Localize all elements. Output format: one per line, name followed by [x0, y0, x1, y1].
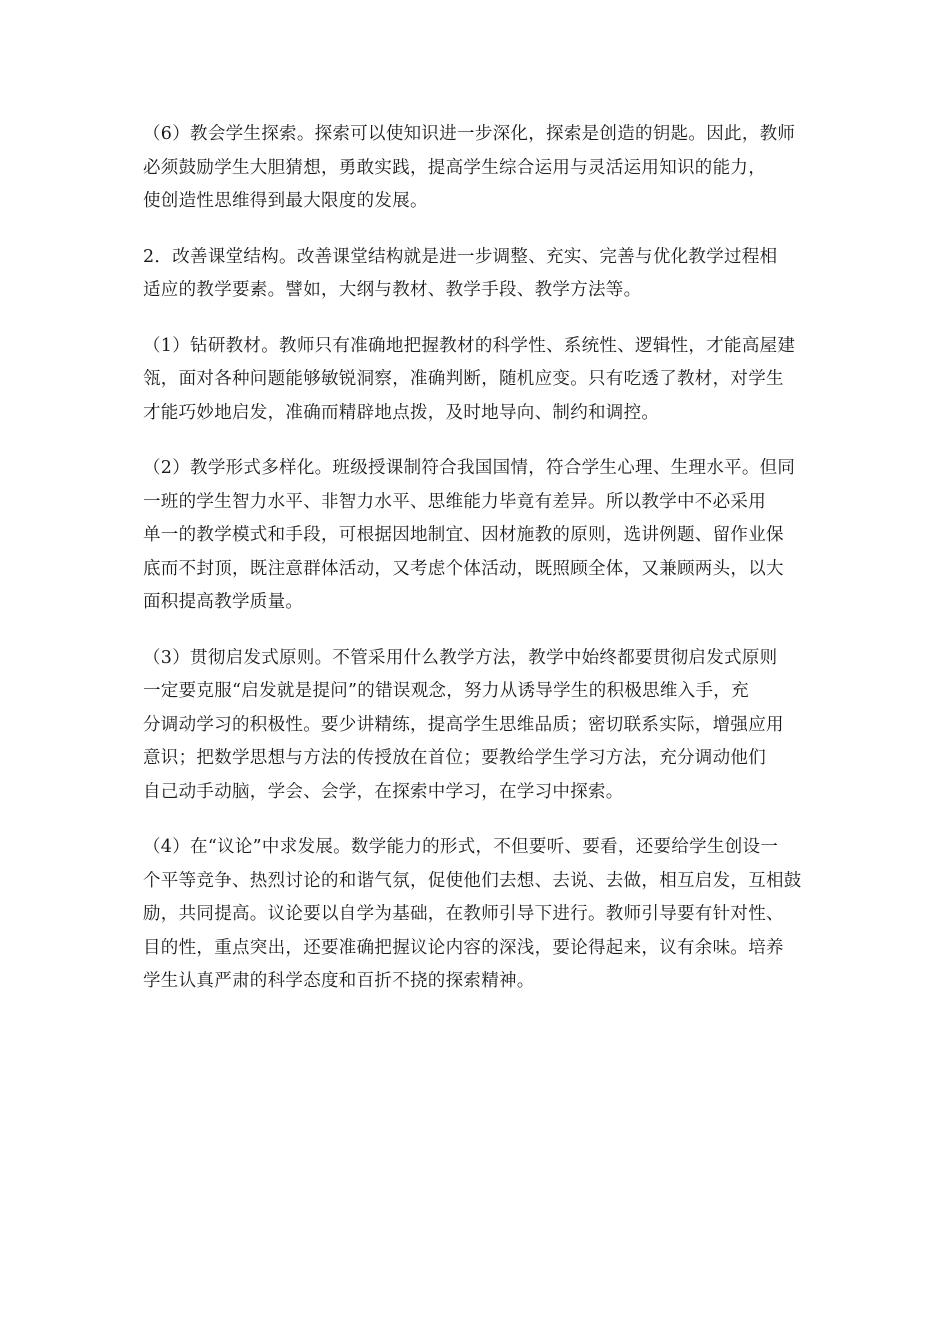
text-line: 面积提高教学质量。 [143, 592, 304, 612]
paragraph-diversified-teaching [143, 452, 811, 620]
text-line: 单一的教学模式和手段，可根据因地制宜、因材施教的原则，选讲例题、留作业保 [143, 525, 784, 545]
text-line: 个平等竞争、热烈讨论的和谐气氛，促使他们去想、去说、去做，相互启发，互相鼓 [143, 870, 802, 891]
text-line: 才能巧妙地启发，准确而精辟地点拨，及时地导向、制约和调控。 [143, 402, 660, 423]
text-line: （4）在“议论”中求发展。数学能力的形式，不但要听、要看，还要给学生创设一 [143, 837, 779, 857]
text-line: （1）钻研教材。教师只有准确地把握教材的科学性、系统性、逻辑性，才能高屋建 [143, 335, 796, 356]
paragraph-teach-exploration [143, 118, 811, 219]
paragraph-improve-classroom-structure [143, 241, 811, 308]
text-line: 分调动学习的积极性。要少讲精练，提高学生思维品质；密切联系实际，增强应用 [143, 714, 784, 735]
paragraph-study-textbook [143, 330, 811, 431]
text-line: 自己动手动脑，学会、会学，在探索中学习，在学习中探索。 [143, 781, 624, 802]
text-line: 一班的学生智力水平、非智力水平、思维能力毕竟有差异。所以教学中不必采用 [143, 491, 766, 512]
text-line: （6）教会学生探索。探索可以使知识进一步深化，探索是创造的钥匙。因此，教师 [143, 124, 796, 144]
text-line: 意识；把数学思想与方法的传授放在首位；要教给学生学习方法，充分调动他们 [143, 748, 766, 768]
text-line: 一定要克服“启发就是提问”的错误观念，努力从诱导学生的积极思维入手，充 [143, 681, 749, 701]
paragraph-heuristic-principle [143, 642, 811, 810]
text-line: （2）教学形式多样化。班级授课制符合我国国情，符合学生心理、生理水平。但同 [143, 458, 796, 478]
text-line: 适应的教学要素。譬如，大纲与教材、教学手段、教学方法等。 [143, 280, 642, 300]
text-line: 必须鼓励学生大胆猜想，勇敢实践，提高学生综合运用与灵活运用知识的能力， [143, 157, 766, 178]
text-line: 学生认真严肃的科学态度和百折不挠的探索精神。 [143, 971, 535, 991]
text-line: 使创造性思维得到最大限度的发展。 [143, 191, 428, 211]
text-line: 励，共同提高。议论要以自学为基础，在教师引导下进行。教师引导要有针对性、 [143, 904, 784, 924]
text-line: 目的性，重点突出，还要准确把握议论内容的深浅，要论得起来，议有余味。培养 [143, 937, 784, 958]
paragraph-discussion-development [143, 831, 811, 999]
text-line: （3）贯彻启发式原则。不管采用什么教学方法，教学中始终都要贯彻启发式原则 [143, 647, 778, 668]
text-line: 瓴，面对各种问题能够敏锐洞察，准确判断，随机应变。只有吃透了教材，对学生 [143, 369, 784, 389]
document-body [143, 118, 811, 1021]
text-line: 2．改善课堂结构。改善课堂结构就是进一步调整、充实、完善与优化教学过程相 [143, 246, 778, 267]
text-line: 底而不封顶，既注意群体活动，又考虑个体活动，既照顾全体，又兼顾两头，以大 [143, 558, 784, 579]
